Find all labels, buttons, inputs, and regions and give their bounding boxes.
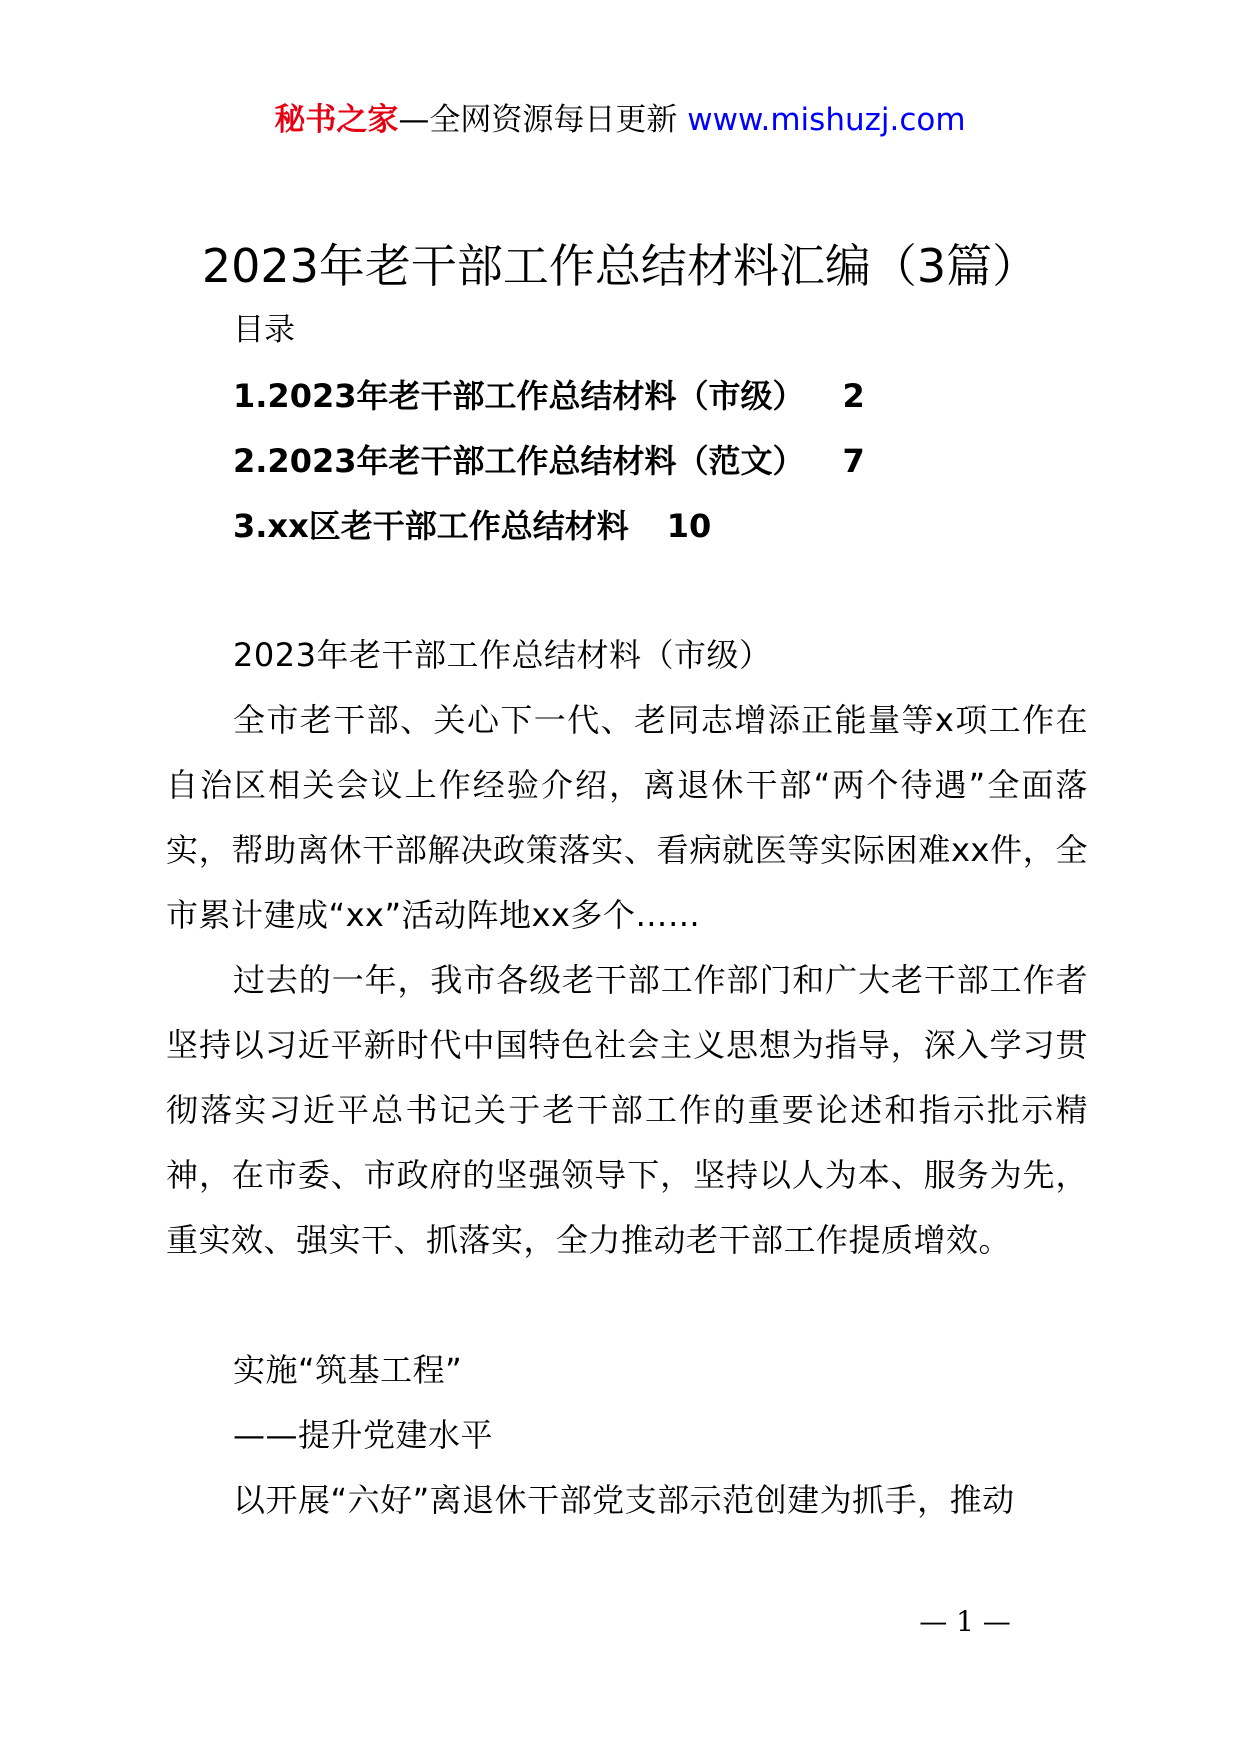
- subheading: 实施“筑基工程”: [233, 1351, 463, 1389]
- toc-item-page: 7: [842, 442, 865, 480]
- body-paragraph: 全市老干部、关心下一代、老同志增添正能量等x项工作在自治区相关会议上作经验介绍，离退休干部“两个待遇”全面落实，帮助离休干部解决政策落实、看病就医等实际困难xx件，全市累计建成“xx”活动阵地xx多个……: [166, 701, 1088, 934]
- toc-item-label: 3.xx区老干部工作总结材料: [233, 507, 629, 545]
- site-header: [0, 100, 1240, 140]
- toc-item[interactable]: [233, 375, 865, 417]
- body-paragraph: 过去的一年，我市各级老干部工作部门和广大老干部工作者坚持以习近平新时代中国特色社会主义思想为指导，深入学习贯彻落实习近平总书记关于老干部工作的重要论述和指示批示精神，在市委、市政府的坚强领导下，坚持以人为本、服务为先，重实效、强实干、抓落实，全力推动老干部工作提质增效。: [166, 961, 1088, 1259]
- toc-item[interactable]: [233, 505, 711, 547]
- toc-item-label: 2.2023年老干部工作总结材料（范文）: [233, 442, 805, 480]
- toc-item-page: 10: [666, 507, 712, 545]
- toc-heading: 目录: [233, 312, 295, 348]
- toc-item-page: 2: [842, 377, 865, 415]
- page-number: — 1 —: [919, 1605, 1011, 1638]
- header-tagline: —全网资源每日更新: [398, 102, 678, 138]
- toc-item[interactable]: [233, 440, 865, 482]
- brand-name: 秘书之家: [274, 102, 399, 138]
- subheading: ——提升党建水平: [233, 1416, 494, 1454]
- body-paragraph: 以开展“六好”离退休干部党支部示范创建为抓手，推动: [233, 1481, 1015, 1519]
- section-title: 2023年老干部工作总结材料（市级）: [233, 636, 772, 674]
- document-title: 2023年老干部工作总结材料汇编（3篇）: [201, 239, 1039, 293]
- toc-item-label: 1.2023年老干部工作总结材料（市级）: [233, 377, 805, 415]
- site-url-link[interactable]: www.mishuzj.com: [687, 102, 966, 138]
